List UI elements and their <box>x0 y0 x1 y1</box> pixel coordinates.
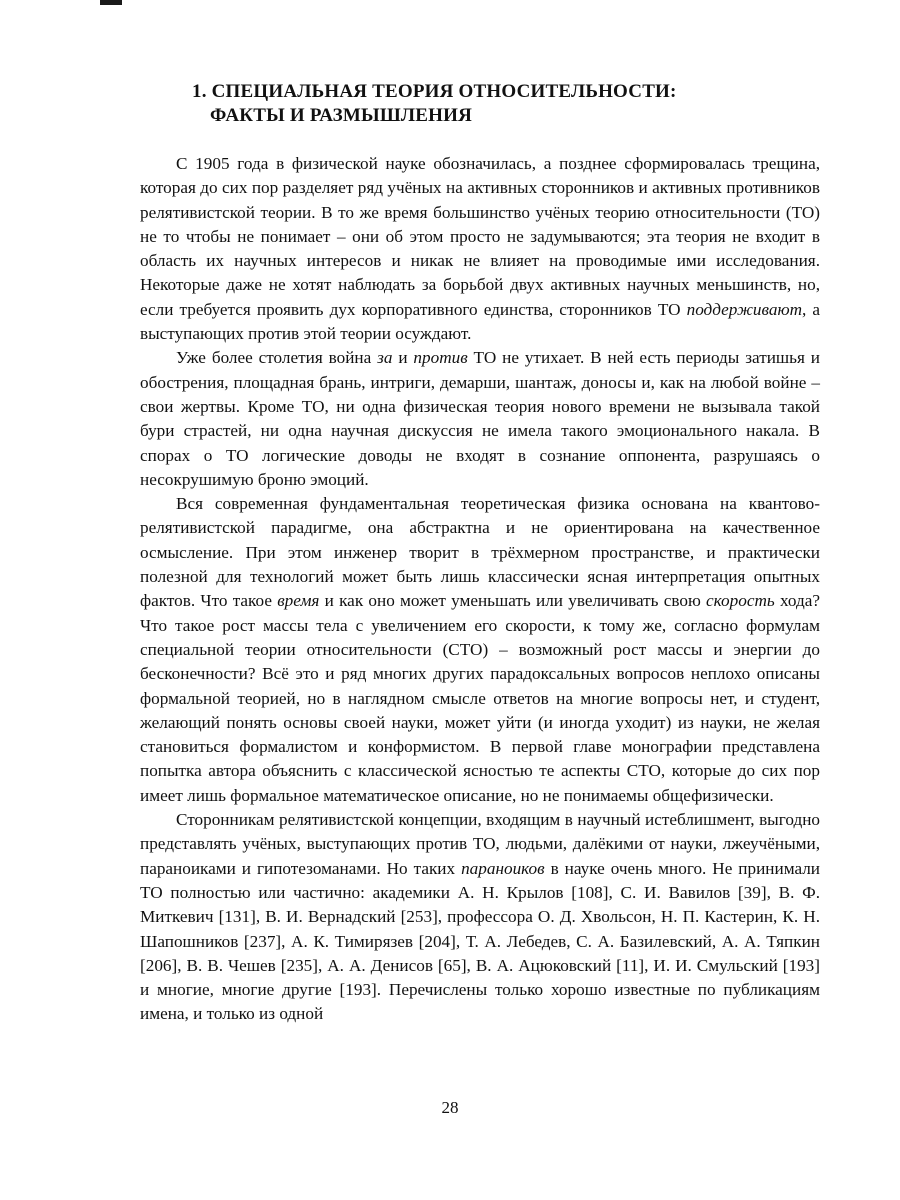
body-text <box>140 152 820 1027</box>
paragraph-3 <box>140 492 820 808</box>
paragraph-1-end: , а выступающих против этой теории осуждают. <box>140 299 820 344</box>
paragraph-2-start: Уже более столетия война <box>176 348 378 368</box>
paragraph-1-text: С 1905 года в физической науке обозначилась, а позднее сформировалась трещина, которая до сих пор разделяет ряд учёных на активных сторонников и активных противников релятивистской теории. В то же время большинство учёных теорию относительности (ТО) не то чтобы не понимает – они об этом просто не задумываются; эта теория не входит в область их научных интересов и никак не влияет на проводимые ими исследования. Некоторые даже не хотят наблюдать за борьбой двух активных научных меньшинств, но, если требуется проявить дух корпоративного единства, сторонников ТО <box>140 154 820 319</box>
paragraph-2-rest: ТО не утихает. В ней есть периоды затишья и обострения, площадная брань, интриги, демарши, шантаж, доносы и, как на любой войне – свои жертвы. Кроме ТО, ни одна физическая теория нового времени не вызывала такой бури страстей, ни одна научная дискуссия не имела такого эмоционального накала. В спорах о ТО логические доводы не входят в сознание оппонента, разрушаясь о несокрушимую броню эмоций. <box>140 348 820 489</box>
paragraph-4-start: Сторонникам релятивистской концепции, входящим в научный истеблишмент, выгодно представлять учёных, выступающих против ТО, людьми, далёкими от науки, лжеучёными, параноиками и гипотезоманами. Но таких <box>140 810 820 878</box>
paragraph-4-emphasis: параноиков <box>461 858 545 878</box>
chapter-title <box>140 80 820 128</box>
page-content <box>140 80 820 1027</box>
paragraph-3-emphasis-time: время <box>277 591 320 611</box>
paragraph-3-rest: хода? Что такое рост массы тела с увеличением его скорости, к тому же, согласно формулам специальной теории относительности (СТО) – возможный рост массы и энергии до бесконечности? Всё это и ряд многих других парадоксальных вопросов неплохо описаны формальной теорией, но в наглядном смысле ответов на многие вопросы нет, и студент, желающий понять основы своей науки, может уйти (и иногда уходит) из науки, не желая становиться формалистом и конформистом. В первой главе монографии представлена попытка автора объяснить с классической ясностью те аспекты СТО, которые до сих пор имеет лишь формальное математическое описание, но не понимаемы общефизически. <box>140 591 820 805</box>
chapter-title-line-2: ФАКТЫ И РАЗМЫШЛЕНИЯ <box>210 105 473 126</box>
paragraph-4 <box>140 808 820 1027</box>
paragraph-4-rest: в науке очень много. Не принимали ТО полностью или частично: академики А. Н. Крылов [108], С. И. Вавилов [39], В. Ф. Миткевич [131], В. И. Вернадский [253], профессора О. Д. Хвольсон, Н. П. Кастерин, К. Н. Шапошников [237], А. К. Тимирязев [204], Т. А. Лебедев, С. А. Базилевский, А. А. Тяпкин [206], В. В. Чешев [235], А. А. Денисов [65], В. А. Ацюковский [11], И. И. Смульский [193] и многие, многие другие [193]. Перечислены только хорошо известные по публикациям имена, и только из одной <box>140 858 821 1024</box>
scan-corner-mark <box>100 0 122 5</box>
paragraph-3-mid: и как оно может уменьшать или увеличивать свою <box>319 591 707 611</box>
paragraph-1-emphasis: поддерживают <box>686 299 802 319</box>
paragraph-3-emphasis-speed: скорость <box>706 591 775 611</box>
paragraph-2-emphasis-protiv: против <box>413 348 468 368</box>
chapter-title-line-1: 1. СПЕЦИАЛЬНАЯ ТЕОРИЯ ОТНОСИТЕЛЬНОСТИ: <box>192 81 677 102</box>
paragraph-3-start: Вся современная фундаментальная теоретическая физика основана на квантово-релятивистской парадигме, она абстрактна и не ориентирована на качественное осмысление. При этом инженер творит в трёхмерном пространстве, и практически полезной для технологий может быть лишь классически ясная интерпретация опытных фактов. Что такое <box>140 494 820 611</box>
page-number: 28 <box>441 1098 459 1117</box>
paragraph-1 <box>140 152 820 346</box>
paragraph-2-emphasis-za: за <box>377 348 393 368</box>
paragraph-2-mid: и <box>392 348 414 368</box>
paragraph-2 <box>140 346 820 492</box>
